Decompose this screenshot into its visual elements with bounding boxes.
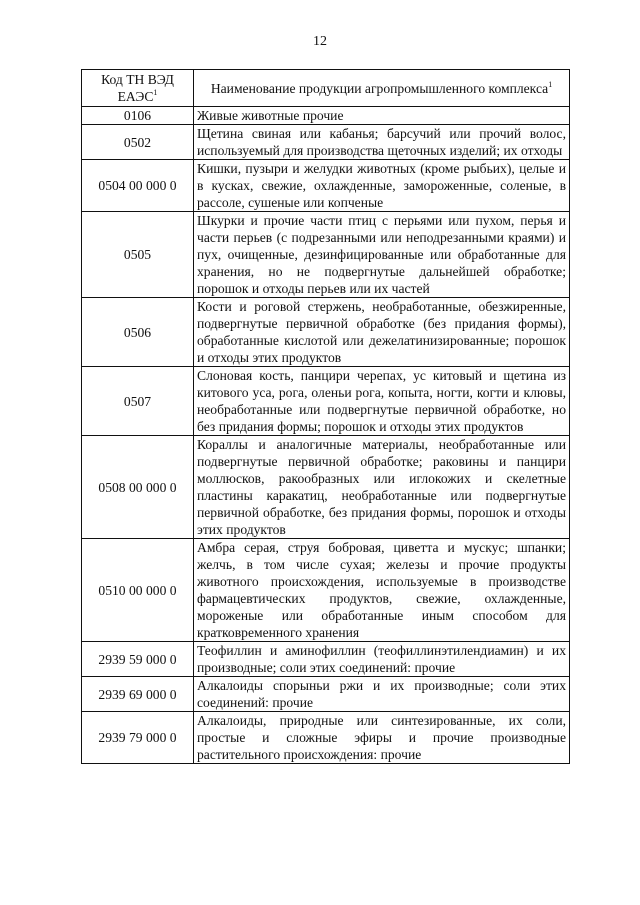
row-name: Живые животные прочие <box>194 107 570 125</box>
row-code: 0504 00 000 0 <box>82 160 194 212</box>
table-header-row <box>82 70 570 107</box>
row-name: Кишки, пузыри и желудки животных (кроме рыбьих), целые и в кусках, свежие, охлажденные, замороженные, соленые, в рассоле, сушеные или копченые <box>194 160 570 212</box>
table-row <box>82 677 570 712</box>
table-row <box>82 539 570 642</box>
table-row <box>82 160 570 212</box>
page-number: 12 <box>313 34 327 49</box>
table-row <box>82 436 570 539</box>
row-name: Кораллы и аналогичные материалы, необработанные или подвергнутые первичной обработке; раковины и панцири моллюсков, ракообразных или иглокожих и скелетные пластины каракатиц, необработанные или подвергнутые первичной обработке, без придания формы, порошок и отходы этих продуктов <box>194 436 570 539</box>
table-row <box>82 212 570 298</box>
header-name-label: Наименование продукции агропромышленного комплекса <box>210 80 549 96</box>
header-name-cell <box>194 70 570 107</box>
row-code: 0505 <box>82 212 194 298</box>
header-code-footnote: 1 <box>153 88 158 97</box>
row-code: 0508 00 000 0 <box>82 436 194 539</box>
row-name: Теофиллин и аминофиллин (теофиллинэтилендиамин) и их производные; соли этих соединений: прочие <box>194 642 570 677</box>
header-name-footnote: 1 <box>548 79 553 89</box>
row-code: 2939 69 000 0 <box>82 677 194 712</box>
row-name: Амбра серая, струя бобровая, циветта и мускус; шпанки; желчь, в том числе сухая; железы и прочие продукты животного происхождения, используемые в производстве фармацевтических продуктов, свежие, охлажденные, мороженые или обработанные иным способом для кратковременного хранения <box>194 539 570 642</box>
row-name: Алкалоиды спорыньи ржи и их производные; соли этих соединений: прочие <box>194 677 570 712</box>
row-code: 0506 <box>82 298 194 367</box>
table-row <box>82 125 570 160</box>
row-code: 0502 <box>82 125 194 160</box>
row-code: 2939 59 000 0 <box>82 642 194 677</box>
row-code: 0106 <box>82 107 194 125</box>
row-code: 0507 <box>82 367 194 436</box>
products-table <box>81 69 570 764</box>
row-code: 2939 79 000 0 <box>82 712 194 764</box>
table-row <box>82 712 570 764</box>
row-code: 0510 00 000 0 <box>82 539 194 642</box>
header-code-label: Код ТН ВЭД ЕАЭС <box>101 72 174 104</box>
row-name: Щетина свиная или кабанья; барсучий или прочий волос, используемый для производства щеточных изделий; их отходы <box>194 125 570 160</box>
header-code-cell <box>82 70 194 107</box>
table-row <box>82 367 570 436</box>
table-row <box>82 642 570 677</box>
row-name: Слоновая кость, панцири черепах, ус китовый и щетина из китового уса, рога, оленьи рога, копыта, ногти, когти и клювы, необработанные или подвергнутые первичной обработке, но без придания формы; порошок и отходы этих продуктов <box>194 367 570 436</box>
row-name: Шкурки и прочие части птиц с перьями или пухом, перья и части перьев (с подрезанными или неподрезанными краями) и пух, очищенные, дезинфицированные или обработанные для хранения, но не подвергнутые дальнейшей обработке; порошок и отходы перьев или их частей <box>194 212 570 298</box>
table-row <box>82 298 570 367</box>
table-row <box>82 107 570 125</box>
row-name: Кости и роговой стержень, необработанные, обезжиренные, подвергнутые первичной обработке (без придания формы), обработанные кислотой или дежелатинизированные; порошок и отходы этих продуктов <box>194 298 570 367</box>
row-name: Алкалоиды, природные или синтезированные, их соли, простые и сложные эфиры и прочие производные растительного происхождения: прочие <box>194 712 570 764</box>
